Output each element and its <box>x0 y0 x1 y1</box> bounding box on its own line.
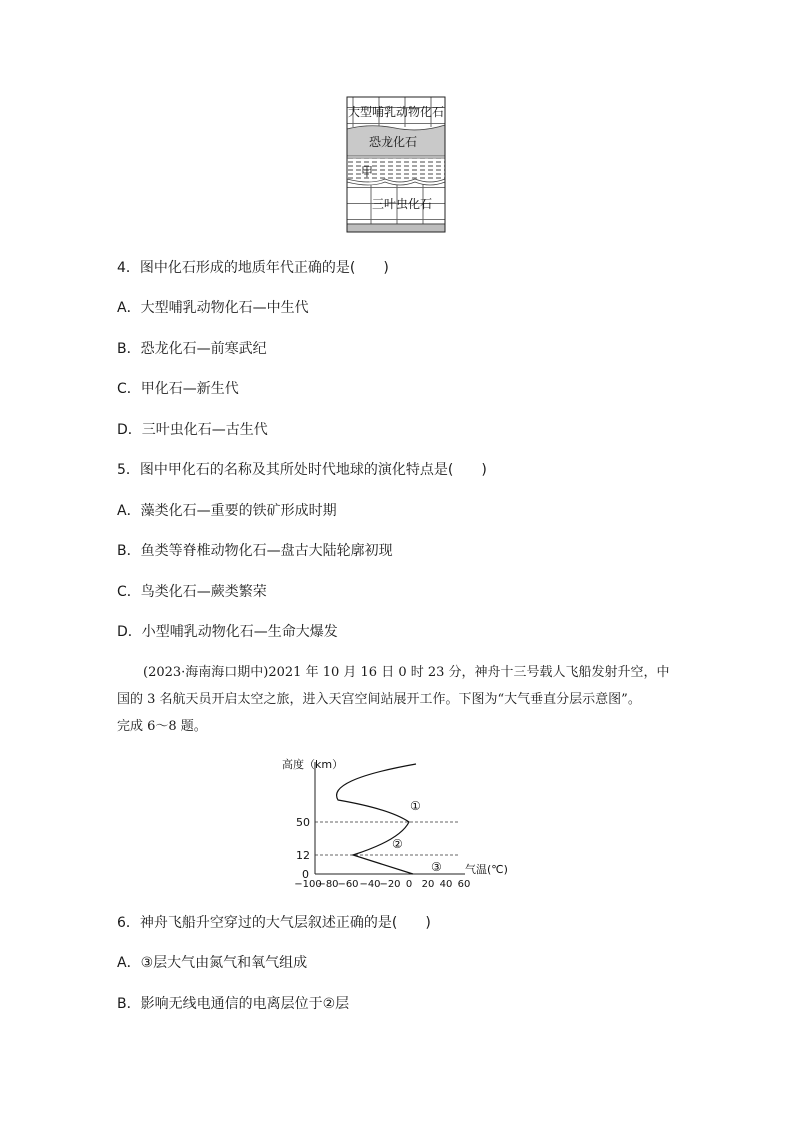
q6-option-b: B．影响无线电通信的电离层位于②层 <box>117 996 350 1012</box>
q4-stem: 4．图中化石形成的地质年代正确的是( ) <box>117 260 389 276</box>
layer-marker-2: ② <box>392 837 403 851</box>
x-axis-label: 气温(℃) <box>465 863 508 876</box>
x-tick: 20 <box>421 879 435 890</box>
x-tick: 40 <box>439 879 453 890</box>
q4-option-b: B．恐龙化石—前寒武纪 <box>117 341 267 357</box>
x-tick: 60 <box>457 879 471 890</box>
y-axis-label: 高度（km） <box>282 758 344 771</box>
y-tick-50: 50 <box>296 816 310 829</box>
atmosphere-figure <box>270 752 510 892</box>
intro-line-3: 完成 6～8 题。 <box>117 719 207 734</box>
q6-stem: 6．神舟飞船升空穿过的大气层叙述正确的是( ) <box>117 915 431 931</box>
q5-option-d: D．小型哺乳动物化石—生命大爆发 <box>117 624 338 640</box>
layer-marker-3: ③ <box>431 860 442 874</box>
layer-label-jia: 甲 <box>360 165 374 179</box>
q4-option-c: C．甲化石—新生代 <box>117 381 239 397</box>
intro-paragraph <box>117 659 679 740</box>
x-tick: −20 <box>379 879 401 890</box>
x-tick-labels <box>294 879 470 890</box>
q5-stem: 5．图中甲化石的名称及其所处时代地球的演化特点是( ) <box>117 462 487 478</box>
q5-option-b: B．鱼类等脊椎动物化石—盘古大陆轮廓初现 <box>117 543 393 559</box>
x-tick: −80 <box>317 879 339 890</box>
layer-marker-1: ① <box>410 799 421 813</box>
y-tick-0: 0 <box>302 868 309 881</box>
y-tick-12: 12 <box>296 849 310 862</box>
layer-label-mammal: 大型哺乳动物化石 <box>347 105 445 119</box>
layer-label-trilobite: 三叶虫化石 <box>371 197 433 211</box>
q5-option-a: A．藻类化石—重要的铁矿形成时期 <box>117 503 337 519</box>
x-tick: −100 <box>294 879 322 890</box>
intro-line-1: (2023·海南海口期中)2021 年 10 月 16 日 0 时 23 分，神舟十三号载人飞船发射升空，中 <box>143 665 670 680</box>
strata-figure <box>340 92 452 238</box>
x-tick: 0 <box>405 879 413 890</box>
q5-option-c: C．鸟类化石—蕨类繁荣 <box>117 584 267 600</box>
x-tick: −60 <box>337 879 359 890</box>
layer-label-dinosaur: 恐龙化石 <box>368 135 418 149</box>
q6-option-a: A．③层大气由氮气和氧气组成 <box>117 955 308 971</box>
x-tick: −40 <box>359 879 381 890</box>
intro-line-2: 国的 3 名航天员开启太空之旅，进入天宫空间站展开工作。下图为“大气垂直分层示意图”。 <box>117 692 641 707</box>
q4-option-a: A．大型哺乳动物化石—中生代 <box>117 300 309 316</box>
q4-option-d: D．三叶虫化石—古生代 <box>117 422 268 438</box>
